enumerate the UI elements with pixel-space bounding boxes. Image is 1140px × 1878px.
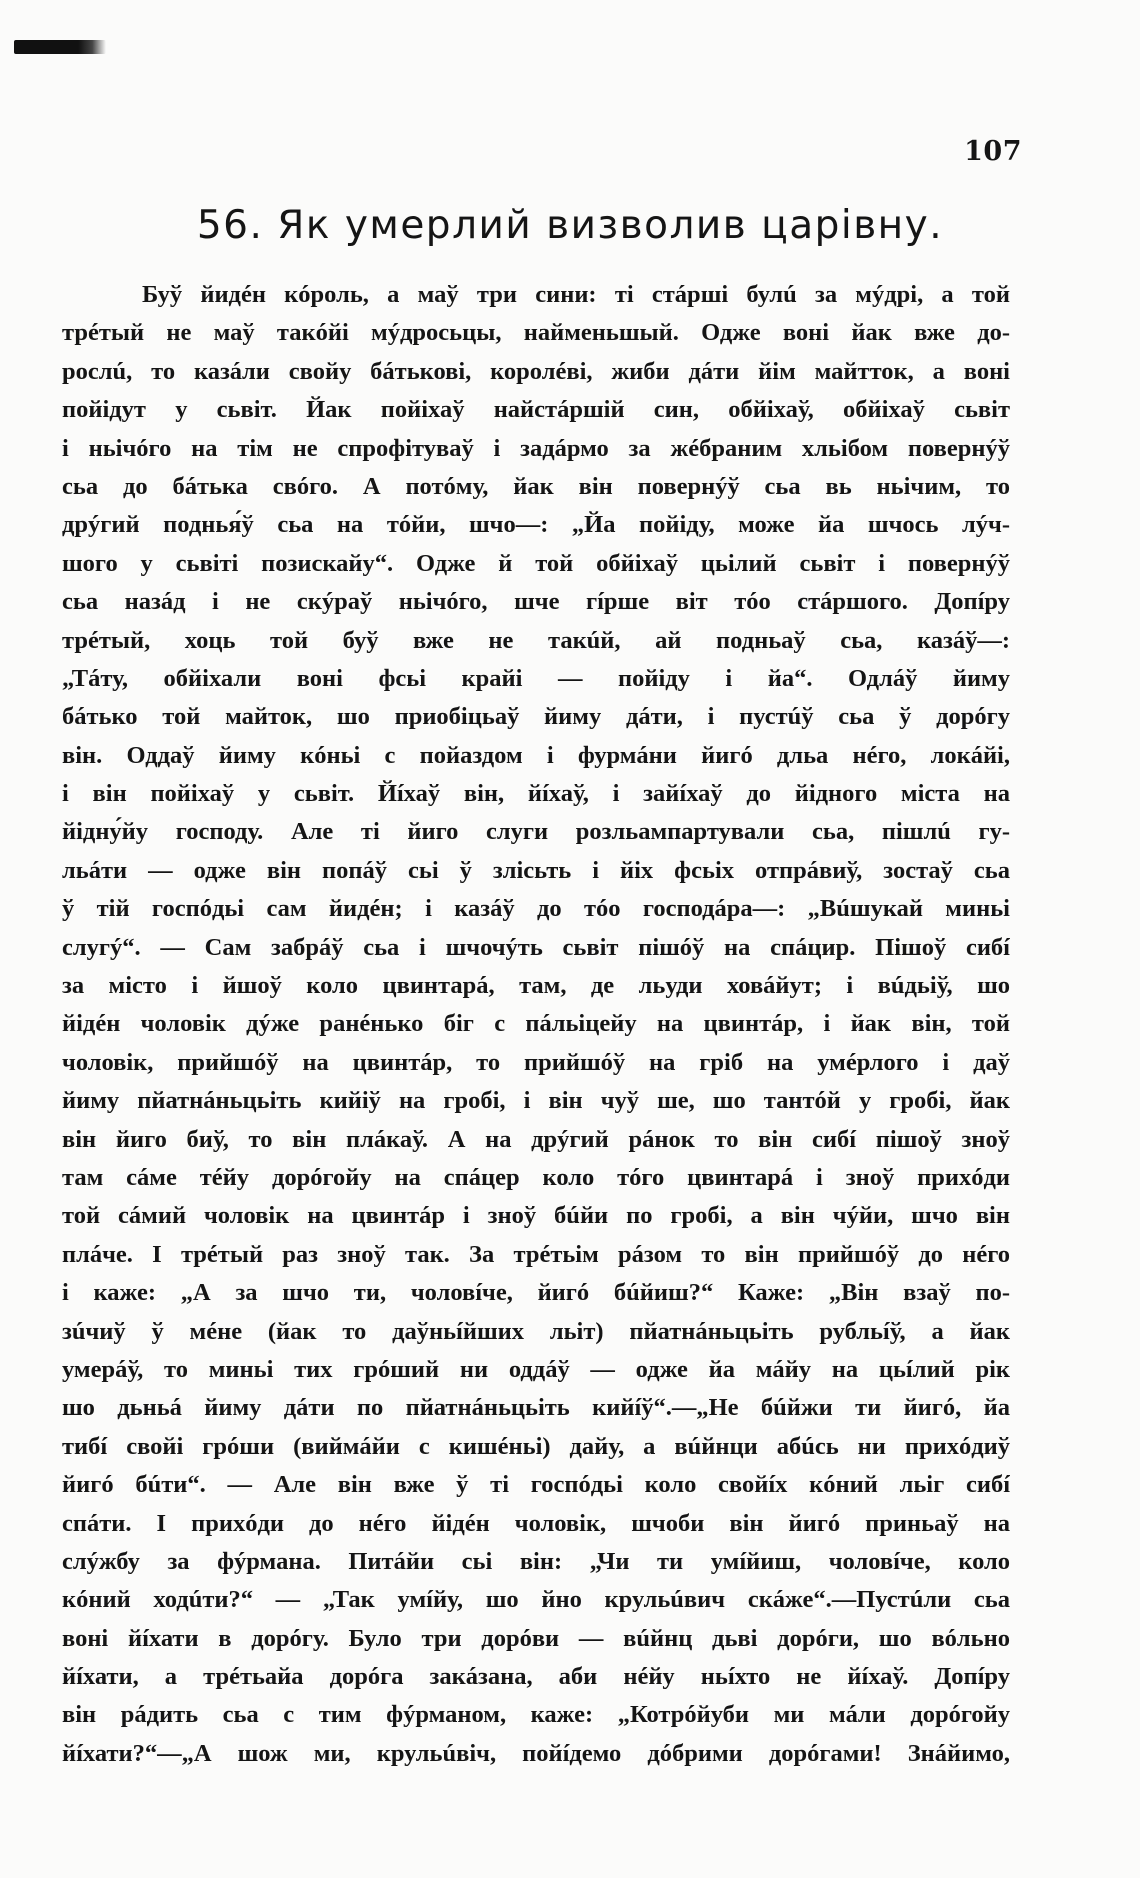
text-line: воні йíхати в дорóгу. Було три дорóви — вúйнц дьві дорóги, шо вóльно	[62, 1624, 1010, 1652]
text-line: трéтый не маў такóйі мýдросьцы, найменьшый. Одже воні йак вже до-	[62, 319, 1010, 347]
text-line: і ньічóго на тім не спрофітуваў і задáрмо за жéбраним хльібом повернýў	[62, 434, 1010, 462]
text-line: йідну́йу господу. Але ті йиго слуги розльампартували сьа, пішлú гу-	[62, 818, 1010, 846]
text-line: і він пойіхаў у сьвіт. Йíхаў він, йíхаў, і зайíхаў до йідного міста на	[62, 780, 1010, 808]
text-line: зúчиў ў мéне (йак то даўньíйших льіт) пйатнáньцьіть рубльíў, а йак	[62, 1317, 1010, 1345]
text-line: за місто і йшоў коло цвинтарá, там, де льуди ховáйут; і вúдьіў, шо	[62, 972, 1010, 1000]
text-line: умерáў, то миньі тих грóший ни оддáў — одже йа мáйу на цьíлий рік	[62, 1355, 1010, 1383]
text-line: плáче. І трéтый раз зноў так. За трéтьім рáзом то він прийшóў до нéго	[62, 1240, 1010, 1268]
text-line: слугý“. — Сам забрáў сьа і шчочýть сьвіт пішóў на спáцир. Пішоў сибí	[62, 933, 1010, 961]
text-line: Буў йидéн кóроль, а маў три сини: ті стáрші булú за мýдрі, а той	[142, 281, 1010, 308]
text-line: сьа назáд і не скýраў ньічóго, шче гíрше віт тóо стáршого. Допíру	[62, 588, 1010, 616]
text-line: тибí свойі грóши (виймáйи с кишéньі) дайу, а вúйнци абúсь ни прихóдиў	[62, 1432, 1010, 1460]
text-line: сьа до бáтька свóго. А потóму, йак він повернýў сьа вь ньічим, то	[62, 472, 1010, 500]
text-line: чоловік, прийшóў на цвинтáр, то прийшóў на гріб на умéрлого і даў	[62, 1048, 1010, 1076]
text-line: йідéн чоловік дýже ранéнько біг с пáльіцейу на цвинтáр, і йак він, той	[62, 1010, 1010, 1038]
page-number: 107	[964, 136, 1022, 167]
text-line: він. Оддаў йиму кóньі с пойаздом і фурмáни йигó дльа нéго, локáйі,	[62, 741, 1010, 769]
text-line: пойідут у сьвіт. Йак пойіхаў найстáршій син, обйіхаў, обйіхаў сьвіт	[62, 396, 1010, 424]
text-line: рослú, то казáли свойу бáтькові, королéві, жиби дáти йім майтток, а воні	[62, 357, 1010, 385]
text-line: йíхати?“—„А шож ми, крульúвіч, пойíдемо дóбрими дорóгами! Знáйимо,	[62, 1739, 1010, 1767]
text-line: йиму пйатнáньцьіть кийіў на гробі, і він чуў ше, шо тантóй у гробі, йак	[62, 1087, 1010, 1115]
story-title: 56. Як умерлий визволив царівну.	[196, 203, 944, 248]
text-line: ў тій госпóдьі сам йидéн; і казáў до тóо господáра—: „Вúшукай миньі	[62, 895, 1010, 923]
text-line: дрýгий поднья́ў сьа на тóйи, шчо—: „Йа пойіду, може йа шчось лýч-	[62, 511, 1010, 539]
text-line: кóний ходúти?“ — „Так умíйу, шо йно крульúвич скáже“.—Пустúли сьа	[62, 1586, 1010, 1614]
text-line: той сáмий чоловік на цвинтáр і зноў бúйи по гробі, а він чýйи, шчо він	[62, 1202, 1010, 1230]
text-line: спáти. І прихóди до нéго йідéн чоловік, шчоби він йигó приньаў на	[62, 1509, 1010, 1537]
text-line: він йиго биў, то він плáкаў. А на дрýгий рáнок то він сибí пішоў зноў	[62, 1125, 1010, 1153]
text-line: бáтько той майток, шо приобіцьаў йиму дáти, і пустúў сьа ў дорóгу	[62, 703, 1010, 731]
text-line: льáти — одже він попáў сьі ў злісьть і йіх фсьіх отпрáвиў, зостаў сьа	[62, 856, 1010, 884]
text-line: шого у сьвіті позискайу“. Одже й той обйіхаў цьілий сьвіт і повернýў	[62, 549, 1010, 577]
text-line: „Тáту, обйіхали воні фсьі крайі — пойіду і йа“. Одлáў йиму	[62, 664, 1010, 692]
printer-mark	[14, 40, 106, 54]
text-line: слýжбу за фýрмана. Питáйи сьі він: „Чи ти умíйиш, чоловíче, коло	[62, 1547, 1010, 1575]
text-line: трéтый, хоць той буў вже не такúй, ай подньаў сьа, казáў—:	[62, 626, 1010, 654]
story-text	[62, 276, 1010, 1773]
text-line: там сáме тéйу дорóгойу на спáцер коло тóго цвинтарá і зноў прихóди	[62, 1163, 1010, 1191]
text-line: шо дьньá йиму дáти по пйатнáньцьіть кийíў“.—„Не бúйжи ти йигó, йа	[62, 1394, 1010, 1422]
text-line: йигó бúти“. — Але він вже ў ті госпóдьі коло свойíх кóний льіг сибí	[62, 1471, 1010, 1499]
text-line: він рáдить сьа с тим фýрманом, каже: „Котрóйуби ми мáли дорóгойу	[62, 1701, 1010, 1729]
text-line: йíхати, а трéтьайа дорóга закáзана, аби нéйу ньíхто не йíхаў. Допíру	[62, 1663, 1010, 1691]
text-line: і каже: „А за шчо ти, чоловíче, йигó бúйиш?“ Каже: „Він взаў по-	[62, 1279, 1010, 1307]
